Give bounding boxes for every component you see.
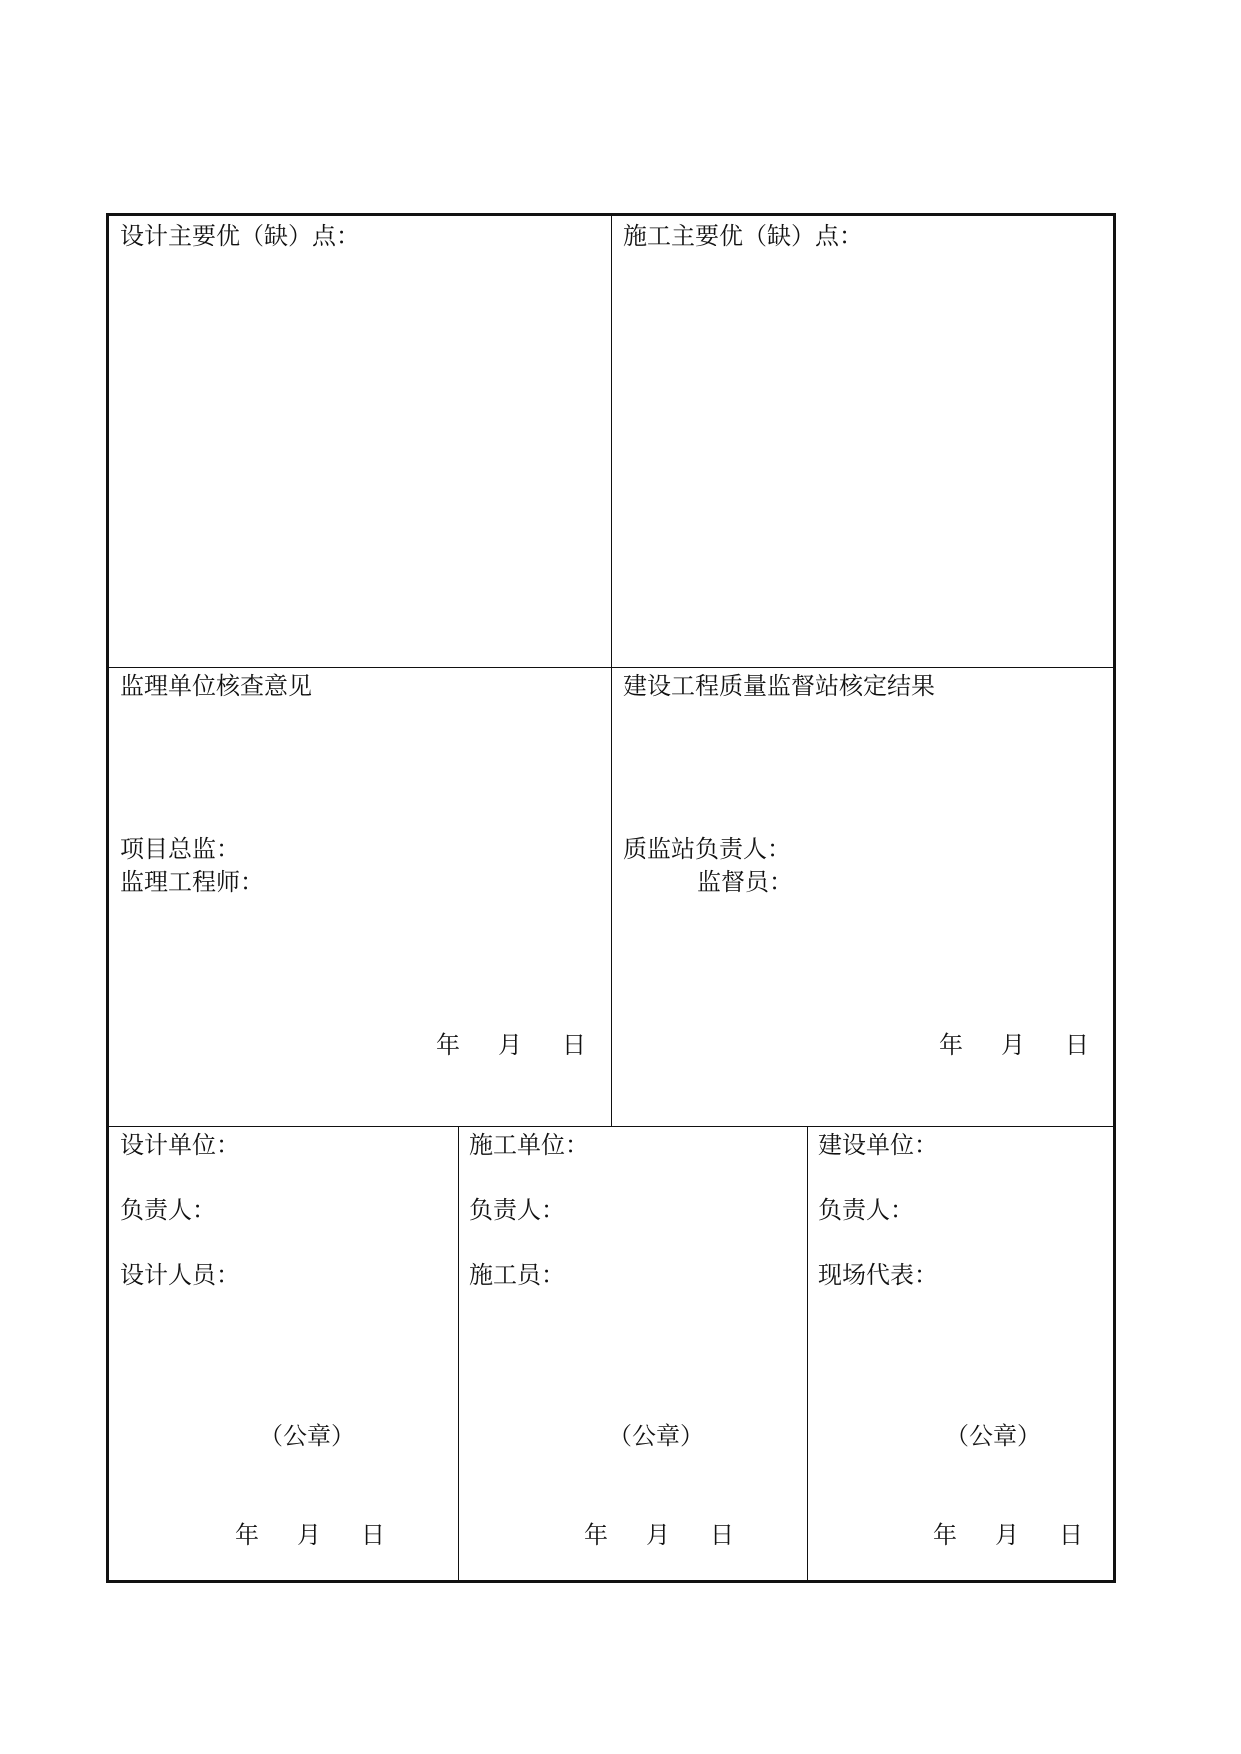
divider-bottom-vertical-1 [458,1126,459,1580]
owner-unit-label: 建设单位： [818,1131,938,1159]
construction-unit-seal-label: （公章） [608,1422,704,1450]
supervision-date-day: 日 [562,1031,586,1059]
supervision-engineer-label: 监理工程师： [120,868,264,896]
design-staff-label: 设计人员： [120,1261,240,1289]
quality-station-date-day: 日 [1065,1031,1089,1059]
owner-unit-seal-label: （公章） [945,1422,1041,1450]
inspector-label: 监督员： [697,868,793,896]
construction-unit-date-month: 月 [646,1521,670,1549]
design-unit-date-year: 年 [235,1521,259,1549]
owner-unit-date-month: 月 [995,1521,1019,1549]
quality-station-date-year: 年 [939,1031,963,1059]
supervision-date-month: 月 [498,1031,522,1059]
divider-bottom-vertical-2 [807,1126,808,1580]
quality-station-result-title: 建设工程质量监督站核定结果 [623,672,935,700]
supervision-opinion-title: 监理单位核查意见 [120,672,312,700]
site-representative-label: 现场代表： [818,1261,938,1289]
project-chief-label: 项目总监： [120,835,240,863]
construction-unit-responsible-label: 负责人： [469,1196,565,1224]
construction-unit-date-year: 年 [584,1521,608,1549]
owner-unit-date-day: 日 [1059,1521,1083,1549]
design-unit-label: 设计单位： [120,1131,240,1159]
construction-unit-date-day: 日 [710,1521,734,1549]
quality-station-head-label: 质监站负责人： [623,835,791,863]
design-merits-label: 设计主要优（缺）点： [120,222,360,250]
design-unit-date-month: 月 [297,1521,321,1549]
design-unit-seal-label: （公章） [259,1422,355,1450]
construction-merits-label: 施工主要优（缺）点： [623,222,863,250]
quality-station-date-month: 月 [1001,1031,1025,1059]
divider-top-vertical [611,216,612,1126]
supervision-date-year: 年 [436,1031,460,1059]
construction-unit-label: 施工单位： [469,1131,589,1159]
design-unit-responsible-label: 负责人： [120,1196,216,1224]
construction-staff-label: 施工员： [469,1261,565,1289]
owner-unit-responsible-label: 负责人： [818,1196,914,1224]
divider-row-1 [109,667,1113,668]
design-unit-date-day: 日 [361,1521,385,1549]
owner-unit-date-year: 年 [933,1521,957,1549]
acceptance-form [106,213,1116,1583]
divider-row-2 [109,1126,1113,1127]
